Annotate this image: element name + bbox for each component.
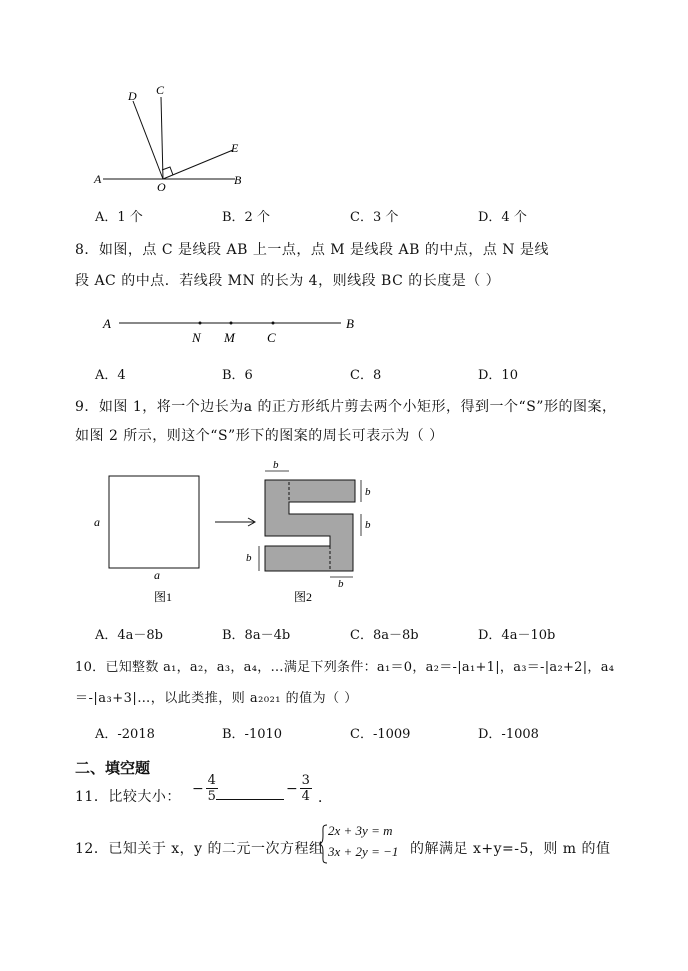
q11-neg-1: − — [192, 780, 204, 797]
q11-fraction-2 — [286, 773, 312, 804]
q12-suffix: 的解满足 x+y=-5，则 m 的值 — [410, 841, 611, 857]
q10-option-c: C．-1009 — [350, 727, 411, 742]
b-label-right-1: b — [365, 486, 371, 498]
ray-oe — [163, 150, 233, 179]
q9-option-a: A．4a－8b — [95, 628, 164, 643]
square-side-label: a — [94, 515, 100, 529]
b-label-left: b — [246, 552, 252, 564]
q8-line-2: 段 AC 的中点．若线段 MN 的长为 4，则线段 BC 的长度是（ ） — [75, 273, 501, 289]
label-c: C — [156, 83, 165, 97]
q12-eq-1: 2x + 3y = m — [328, 823, 393, 838]
q8-line-1: 8．如图，点 C 是线段 AB 上一点，点 M 是线段 AB 的中点，点 N 是线 — [75, 242, 550, 258]
square-bottom-label: a — [154, 568, 160, 582]
q11-suffix: ． — [318, 790, 333, 806]
q7-option-b: B．2 个 — [222, 210, 270, 225]
q12-eq-2: 3x + 2y = −1 — [328, 844, 399, 859]
q9-option-d: D．4a－10b — [478, 628, 556, 643]
q9-option-b: B．8a－4b — [222, 628, 291, 643]
point-n — [199, 322, 202, 325]
q8-option-b: B．6 — [222, 368, 253, 383]
q9-line-2: 如图 2 所示，则这个“S”形下的图案的周长可表示为（ ） — [75, 428, 444, 444]
angle-figure — [85, 78, 265, 198]
brace-icon — [318, 824, 328, 864]
b-label-right-2: b — [365, 519, 371, 531]
label-d: D — [128, 89, 137, 103]
q11-den-2: 4 — [301, 789, 310, 804]
seg-label-a: A — [103, 316, 111, 331]
q8-option-a: A．4 — [95, 368, 126, 383]
q8-option-c: C．8 — [350, 368, 382, 383]
q10-option-a: A．-2018 — [95, 727, 155, 742]
label-a: A — [94, 172, 102, 186]
q10-option-b: B．-1010 — [222, 727, 283, 742]
right-angle-mark — [162, 167, 173, 175]
ray-oc — [161, 97, 163, 179]
segment-figure — [95, 310, 365, 350]
figure2-caption: 图2 — [294, 590, 313, 604]
point-m — [230, 322, 233, 325]
label-e: E — [231, 141, 239, 155]
square — [109, 476, 199, 568]
q11-num-1: 4 — [207, 773, 216, 788]
seg-label-m: M — [224, 330, 235, 345]
q10-option-d: D．-1008 — [478, 727, 539, 742]
s-shape — [265, 480, 355, 571]
q11-prefix: 11．比较大小： — [75, 789, 181, 805]
q7-option-c: C．3 个 — [350, 210, 399, 225]
b-label-bottom: b — [338, 578, 344, 590]
q7-option-d: D．4 个 — [478, 210, 527, 225]
q12-prefix: 12．已知关于 x，y 的二元一次方程组 — [75, 841, 324, 857]
q11-neg-2: − — [286, 780, 298, 797]
q10-line-2: ＝-|a₃+3|…，以此类推，则 a₂₀₂₁ 的值为（ ） — [75, 691, 358, 706]
seg-label-n: N — [192, 330, 201, 345]
ray-od — [133, 101, 163, 179]
q9-line-1: 9．如图 1，将一个边长为a 的正方形纸片剪去两个小矩形，得到一个“S”形的图案， — [75, 399, 617, 415]
label-b: B — [234, 173, 242, 187]
q7-option-a: A．1 个 — [95, 210, 143, 225]
s-shape-figure — [88, 455, 388, 613]
q10-line-1: 10．已知整数 a₁，a₂，a₃，a₄，…满足下列条件：a₁＝0，a₂＝-|a₁+1|，a₃＝-|a₂+2|，a₄ — [75, 660, 615, 675]
q9-option-c: C．8a－8b — [350, 628, 419, 643]
q11-fraction-1 — [192, 773, 218, 804]
q11-answer-blank — [216, 799, 284, 800]
q11-den-1: 5 — [207, 789, 216, 804]
b-label-top: b — [273, 459, 279, 471]
point-c — [272, 322, 275, 325]
seg-label-c: C — [267, 330, 276, 345]
label-o: O — [157, 180, 166, 194]
q8-option-d: D．10 — [478, 368, 518, 383]
seg-label-b: B — [346, 316, 354, 331]
section-heading: 二、填空题 — [75, 759, 151, 777]
figure1-caption: 图1 — [154, 590, 173, 604]
q11-num-2: 3 — [301, 773, 310, 788]
